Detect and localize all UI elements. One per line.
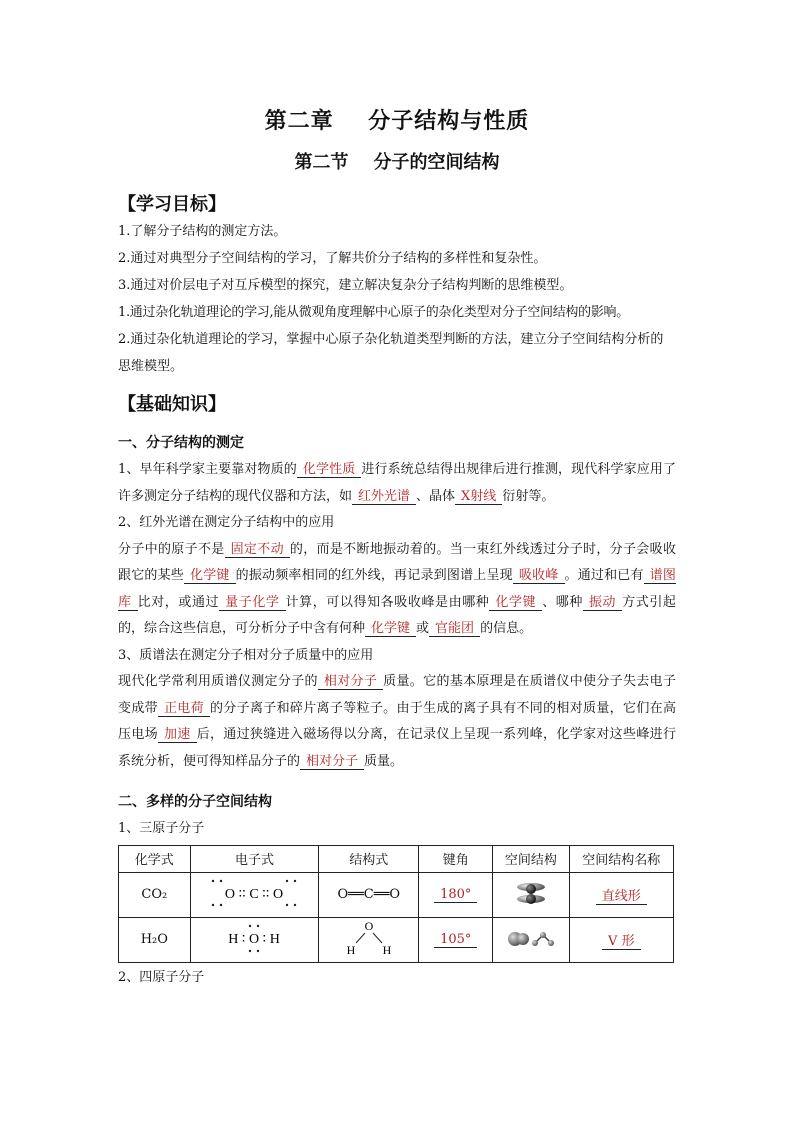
- fill-blank: 谱图库: [118, 568, 676, 610]
- part1-heading: 一、分子结构的测定: [118, 435, 244, 451]
- co2-electron-dot-diagram: [194, 873, 314, 913]
- atom-label: O: [364, 918, 374, 933]
- bond-angle-answer: 105°: [434, 932, 477, 948]
- bond-angle-cell: [419, 917, 493, 962]
- co2-ball-model-icon: [506, 875, 556, 911]
- electron-formula-cell: [190, 872, 319, 917]
- electron-formula-text: O ∶∶ C ∶∶ O: [225, 886, 284, 902]
- table-header: 空间结构名称: [569, 845, 673, 872]
- model-cell: [493, 917, 569, 962]
- fill-blank: X射线: [455, 489, 502, 505]
- chapter-title: 第二章 分子结构与性质: [264, 108, 530, 134]
- shape-name-cell: [569, 872, 673, 917]
- fill-blank: 加速: [158, 727, 197, 743]
- part2-subheading-1: 1、三原子分子: [118, 821, 205, 836]
- h2o-ball-model-icon: [503, 923, 559, 953]
- objective-item: 2.通过对典型分子空间结构的学习，了解共价分子结构的多样性和复杂性。: [118, 251, 547, 266]
- objectives-list: [118, 218, 676, 380]
- table-row: [119, 917, 674, 962]
- table-header: 键角: [419, 845, 493, 872]
- part1-paragraph-3: 现代化学常利用质谱仪测定分子的 相对分子 质量。它的基本原理是在质谱仪中使分子失去电子变成带 正电荷 的分子离子和碎片离子等粒子。由于生成的离子具有不同的相对质量，它们在高压电场 加速 后，通过狭缝进入磁场得以分离，在记录仪上呈现一系列峰，化学家对这些峰进行系统分析，便可得知样品分子的 相对分子 质量。: [118, 674, 676, 769]
- table-header: 结构式: [319, 845, 419, 872]
- table-header: 空间结构: [493, 845, 569, 872]
- part1-subheading-3: 3、质谱法在测定分子相对分子质量中的应用: [118, 647, 374, 663]
- electron-formula-text: H ∶ O ∶ H: [228, 931, 281, 947]
- model-cell: [493, 872, 569, 917]
- shape-name-answer: 直线形: [596, 889, 647, 905]
- fill-blank: 固定不动: [225, 542, 290, 558]
- atom-label: H: [346, 942, 356, 957]
- table-header: 化学式: [119, 845, 191, 872]
- part1-paragraph-1: 1、早年科学家主要靠对物质的 化学性质 进行系统总结得出规律后进行推测，现代科学家应用了许多测定分子结构的现代仪器和方法，如 红外光谱 、晶体 X射线 衍射等。: [118, 462, 676, 504]
- table-row: [119, 872, 674, 917]
- electron-formula-cell: [190, 917, 319, 962]
- molecule-table: [118, 845, 674, 963]
- fill-blank: 红外光谱: [352, 489, 416, 505]
- table-header-row: [119, 845, 674, 872]
- objective-item: 2.通过杂化轨道理论的学习，掌握中心原子杂化轨道类型判断的方法，建立分子空间结构分析的思维模型。: [118, 332, 664, 374]
- fill-blank: 正电荷: [158, 701, 210, 717]
- fill-blank: 化学键: [365, 621, 416, 637]
- shape-name-answer: V 形: [602, 934, 641, 950]
- objective-item: 1.通过杂化轨道理论的学习,能从微观角度理解中心原子的杂化类型对分子空间结构的影响。: [118, 305, 629, 320]
- document-page: [118, 96, 676, 991]
- part1-subheading-2: 2、红外光谱在测定分子结构中的应用: [118, 515, 335, 530]
- h2o-electron-dot-diagram: [194, 918, 314, 958]
- fill-blank: 相对分子: [300, 754, 364, 770]
- objective-item: 3.通过对价层电子对互斥模型的探究，建立解决复杂分子结构判断的思维模型。: [118, 278, 573, 293]
- objective-item: 1.了解分子结构的测定方法。: [118, 224, 287, 239]
- fill-blank: 吸收峰: [513, 568, 565, 584]
- structure-formula-cell: O══C══O: [319, 872, 419, 917]
- fill-blank: 官能团: [429, 621, 480, 637]
- bond-angle-answer: 180°: [434, 887, 477, 903]
- part1-paragraph-2: 分子中的原子不是 固定不动 的，而是不断地振动着的。当一束红外线透过分子时，分子会吸收跟它的某些 化学键 的振动频率相同的红外线，再记录到图谱上呈现 吸收峰 。通过和已有 谱图库 比对，或通过 量子化学 计算，可以得知各吸收峰是由哪种 化学键 、哪种 振动 方式引起的，综合这些信息，可分析分子中含有何种 化学键 或 官能团 的信息。: [118, 541, 676, 636]
- basics-heading: 【基础知识】: [118, 394, 226, 415]
- objectives-heading: 【学习目标】: [118, 194, 226, 215]
- formula-cell: H₂O: [119, 917, 191, 962]
- section-title: 第二节 分子的空间结构: [294, 152, 500, 173]
- h2o-structure-diagram: [339, 918, 399, 958]
- atom-label: H: [382, 942, 392, 957]
- shape-name-cell: [569, 917, 673, 962]
- structure-formula-cell: [319, 917, 419, 962]
- fill-blank: 振动: [583, 595, 622, 611]
- fill-blank: 化学键: [489, 595, 542, 611]
- formula-cell: CO₂: [119, 872, 191, 917]
- table-header: 电子式: [190, 845, 319, 872]
- fill-blank: 化学性质: [297, 462, 361, 478]
- fill-blank: 相对分子: [318, 674, 383, 690]
- fill-blank: 化学键: [184, 568, 236, 584]
- part2-subheading-2: 2、四原子分子: [118, 969, 205, 985]
- fill-blank: 量子化学: [219, 595, 285, 611]
- part2-heading: 二、多样的分子空间结构: [118, 794, 272, 810]
- bond-angle-cell: [419, 872, 493, 917]
